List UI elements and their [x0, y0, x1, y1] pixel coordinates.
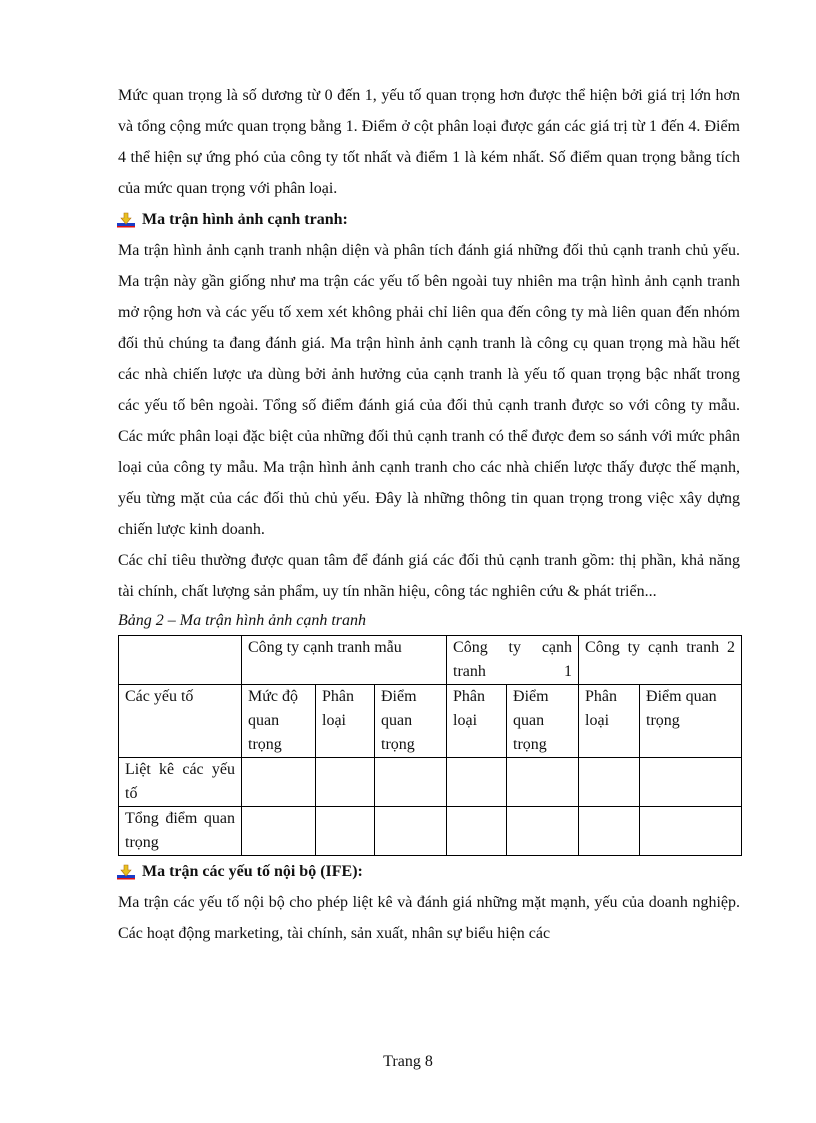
bullet-arrow-icon: [116, 864, 136, 880]
header-rating: Phân loại: [316, 685, 375, 758]
header-rating: Phân loại: [579, 685, 640, 758]
header-factors: Các yếu tố: [119, 685, 242, 758]
table-cell: [119, 636, 242, 685]
table-row: [119, 807, 742, 856]
row-total: Tổng điểm quan trọng: [119, 807, 242, 856]
table-row: [119, 685, 742, 758]
competitive-matrix-table: [118, 635, 742, 856]
table-row: [119, 758, 742, 807]
table-cell: [375, 758, 447, 807]
header-score: Điểm quan trọng: [640, 685, 742, 758]
paragraph-importance: Mức quan trọng là số dương từ 0 đến 1, yếu tố quan trọng hơn được thể hiện bởi giá trị lớn hơn và tổng cộng mức quan trọng bằng 1. Điểm ở cột phân loại được gán các giá trị từ 1 đến 4. Điểm 4 thể hiện sự ứng phó của công ty tốt nhất và điểm 1 là kém nhất. Số điểm quan trọng bằng tích của mức quan trọng với phân loại.: [118, 87, 740, 197]
header-importance: Mức độ quan trọng: [242, 685, 316, 758]
table-cell: [579, 807, 640, 856]
table-cell: [447, 807, 507, 856]
heading-text: Ma trận hình ảnh cạnh tranh:: [142, 211, 348, 228]
header-company-sample: Công ty cạnh tranh mẫu: [242, 636, 447, 685]
heading-competitive-matrix: [118, 204, 740, 235]
row-list-factors: Liệt kê các yếu tố: [119, 758, 242, 807]
header-competitor-2: Công ty cạnh tranh 2: [579, 636, 742, 685]
table-cell: [507, 807, 579, 856]
header-score: Điểm quan trọng: [375, 685, 447, 758]
table-cell: [242, 758, 316, 807]
header-competitor-1: Công ty cạnh tranh 1: [447, 636, 579, 685]
table-cell: [447, 758, 507, 807]
table-cell: [316, 758, 375, 807]
table-caption: Bảng 2 – Ma trận hình ảnh cạnh tranh: [118, 612, 366, 629]
paragraph-criteria: Các chỉ tiêu thường được quan tâm để đánh giá các đối thủ cạnh tranh gồm: thị phần, khả năng tài chính, chất lượng sản phẩm, uy tín nhãn hiệu, công tác nghiên cứu & phát triển...: [118, 552, 740, 600]
paragraph-competitive-matrix: Ma trận hình ảnh cạnh tranh nhận diện và phân tích đánh giá những đối thủ cạnh tranh chủ yếu. Ma trận này gần giống như ma trận các yếu tố bên ngoài tuy nhiên ma trận hình ảnh cạnh tranh mở rộng hơn và các yếu tố xem xét không phải chỉ liên qua đến công ty mà liên quan đến nhóm đối thủ chúng ta đang đánh giá. Ma trận hình ảnh cạnh tranh là công cụ quan trọng mà hầu hết các nhà chiến lược ưa dùng bởi ảnh hưởng của cạnh tranh là yếu tố quan trọng bậc nhất trong các yếu tố bên ngoài. Tổng số điểm đánh giá của đối thủ cạnh tranh được so với công ty mẫu. Các mức phân loại đặc biệt của những đối thủ cạnh tranh có thể được đem so sánh với mức phân loại của công ty mẫu. Ma trận hình ảnh cạnh tranh cho các nhà chiến lược thấy được thế mạnh, yếu từng mặt của các đối thủ chủ yếu. Đây là những thông tin quan trọng trong việc xây dựng chiến lược kinh doanh.: [118, 242, 740, 538]
table-cell: [640, 807, 742, 856]
heading-text: Ma trận các yếu tố nội bộ (IFE):: [142, 863, 363, 880]
page-number: Trang 8: [383, 1053, 433, 1070]
header-rating: Phân loại: [447, 685, 507, 758]
table-cell: [579, 758, 640, 807]
table-cell: [640, 758, 742, 807]
table-row: [119, 636, 742, 685]
heading-ife-matrix: [118, 856, 740, 887]
table-cell: [242, 807, 316, 856]
bullet-arrow-icon: [116, 212, 136, 228]
table-cell: [507, 758, 579, 807]
paragraph-ife: Ma trận các yếu tố nội bộ cho phép liệt kê và đánh giá những mặt mạnh, yếu của doanh nghiệp. Các hoạt động marketing, tài chính, sản xuất, nhân sự biểu hiện các: [118, 894, 740, 942]
page-content: [118, 80, 740, 949]
table-cell: [316, 807, 375, 856]
header-score: Điểm quan trọng: [507, 685, 579, 758]
table-cell: [375, 807, 447, 856]
